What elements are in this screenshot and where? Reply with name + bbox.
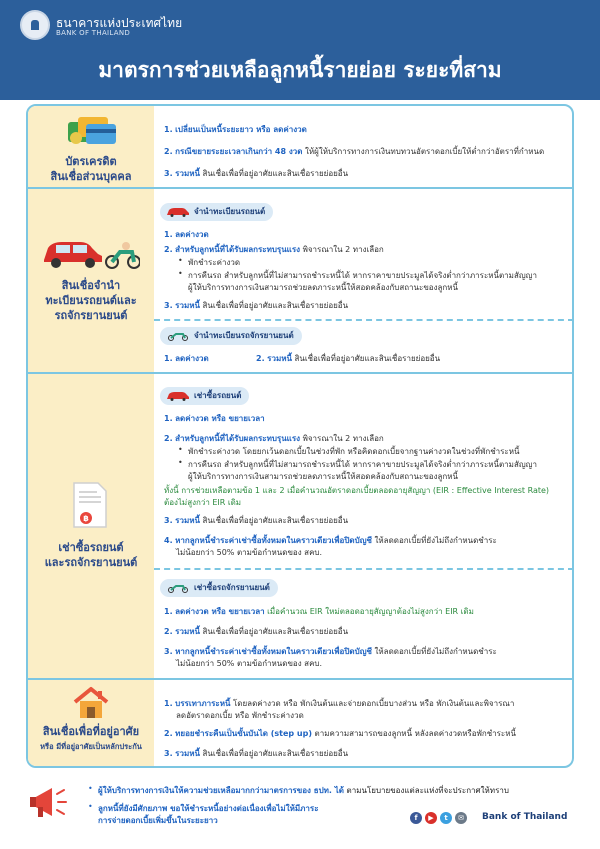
item-lead: สำหรับลูกหนี้ที่ได้รับผลกระทบรุนแรง <box>175 245 301 254</box>
bank-name-en: BANK OF THAILAND <box>56 29 131 37</box>
item-number: 3. <box>164 516 173 525</box>
category-label <box>28 154 154 184</box>
eir-note: ทั้งนี้ การช่วยเหลือตามข้อ 1 และ 2 เมื่อคำนวณอัตราดอกเบี้ยตลอดอายุสัญญา (EIR : Effective Interest Rate) <box>164 486 550 495</box>
list-item <box>164 626 348 637</box>
brand-name: Bank of Thailand <box>482 812 568 822</box>
bullet-text: ผู้ให้บริการทางการเงินสามารถช่วยลดภาระหนี้ให้สอดคล้องกับสถานะของลูกหนี้ <box>188 283 458 292</box>
footer-note-2-cont: การจ่ายดอกเบี้ยเพิ่มขึ้นในระยะยาว <box>98 816 218 825</box>
item-text: สินเชื่อเพื่อที่อยู่อาศัยและสินเชื่อรายย่อยอื่น <box>199 516 349 525</box>
category-label <box>28 724 154 754</box>
item-number: 1. <box>164 699 173 708</box>
list-item <box>256 353 440 364</box>
footer-note-2: ลูกหนี้ที่ยังมีศักยภาพ ขอให้ชำระหนี้อย่างต่อเนื่องเพื่อไม่ให้มีภาระ <box>98 804 319 813</box>
category-line: เช่าซื้อรถยนต์ <box>58 541 124 554</box>
list-item <box>164 698 514 709</box>
category-line: สินเชื่อเพื่อที่อยู่อาศัย <box>42 725 140 738</box>
item-lead: ลดค่างวด หรือ ขยายเวลา <box>175 607 265 616</box>
note-text: ตามนโยบายของแต่ละแห่งที่จะประกาศให้ทราบ <box>343 786 509 795</box>
category-line: สินเชื่อจำนำ <box>61 279 121 292</box>
eir-note: ต้องไม่สูงกว่า EIR เดิม <box>164 498 242 507</box>
tag-car-hire-purchase <box>160 387 249 405</box>
item-lead: รวมหนี้ <box>175 301 200 310</box>
list-item <box>164 300 348 311</box>
category-line: และรถจักรยานยนต์ <box>44 556 138 569</box>
credit-cards-icon <box>66 114 118 148</box>
item-text: พิจารณาใน 2 ทางเลือก <box>300 245 384 254</box>
item-lead: ลดค่างวด <box>175 354 209 363</box>
item-text: สินเชื่อเพื่อที่อยู่อาศัยและสินเชื่อรายย่อยอื่น <box>291 354 441 363</box>
item-text: สินเชื่อเพื่อที่อยู่อาศัยและสินเชื่อรายย่อยอื่น <box>199 301 349 310</box>
item-lead: รวมหนี้ <box>175 627 200 636</box>
item-lead: บรรเทาภาระหนี้ <box>175 699 231 708</box>
bank-name-th: ธนาคารแห่งประเทศไทย <box>56 16 183 30</box>
list-item <box>164 606 474 617</box>
item-number: 3. <box>164 169 173 178</box>
item-number: 1. <box>164 354 173 363</box>
section-divider <box>154 319 574 321</box>
bullet-dot: • <box>178 269 183 278</box>
list-item <box>164 728 516 739</box>
bullet-dot: • <box>178 445 183 454</box>
item-lead: รวมหนี้ <box>267 354 292 363</box>
item-lead: กรณีขยายระยะเวลาเกินกว่า 48 งวด <box>175 147 303 156</box>
category-label <box>28 278 154 323</box>
list-item <box>164 748 348 759</box>
car-icon <box>166 391 190 401</box>
bullet-dot: • <box>178 458 183 467</box>
item-text: ไม่น้อยกว่า 50% ตามข้อกำหนดของ สคบ. <box>176 659 323 668</box>
item-lead: ทยอยชำระคืนเป็นขั้นบันได (step up) <box>175 729 312 738</box>
item-text: สินเชื่อเพื่อที่อยู่อาศัยและสินเชื่อรายย่อยอื่น <box>199 627 349 636</box>
footer-note-1 <box>98 785 509 796</box>
item-text: ให้ผู้ให้บริการทางการเงินทบทวนอัตราดอกเบี้ยให้ต่ำกว่าอัตราที่กำหนด <box>302 147 545 156</box>
tag-moto-hire-purchase <box>160 579 278 597</box>
section-divider <box>154 568 574 570</box>
category-subline: หรือ มีที่อยู่อาศัยเป็นหลักประกัน <box>40 742 142 751</box>
tag-moto-title-loan <box>160 327 302 345</box>
category-line: บัตรเครดิต <box>65 155 117 168</box>
tag-label: จำนำทะเบียนรถจักรยานยนต์ <box>194 331 294 340</box>
item-text: พิจารณาใน 2 ทางเลือก <box>300 434 384 443</box>
item-lead: รวมหนี้ <box>175 169 200 178</box>
svg-text:฿: ฿ <box>83 514 89 523</box>
house-icon <box>72 686 110 720</box>
item-number: 4. <box>164 536 173 545</box>
item-text: โดยลดค่างวด หรือ พักเงินต้นและจ่ายดอกเบี้ยบางส่วน หรือ พักเงินต้นและพิจารณา <box>230 699 515 708</box>
motorcycle-icon <box>166 331 190 341</box>
category-line: ทะเบียนรถยนต์และ <box>45 294 137 307</box>
item-lead: ลดค่างวด <box>175 230 209 239</box>
email-icon[interactable]: ✉ <box>455 812 467 824</box>
youtube-icon[interactable]: ▶ <box>425 812 437 824</box>
list-item <box>164 168 348 179</box>
motorcycle-icon <box>166 583 190 593</box>
item-text: เมื่อคำนวณ EIR ใหม่ตลอดอายุสัญญาต้องไม่สูงกว่า EIR เดิม <box>264 607 474 616</box>
note-lead: ผู้ให้บริการทางการเงินให้ความช่วยเหลือมากกว่ามาตรการของ ธปท. ได้ <box>98 786 344 795</box>
list-item <box>164 124 307 135</box>
item-number: 2. <box>164 729 173 738</box>
item-text: ไม่น้อยกว่า 50% ตามข้อกำหนดของ สคบ. <box>176 548 323 557</box>
item-lead: สำหรับลูกหนี้ที่ได้รับผลกระทบรุนแรง <box>175 434 301 443</box>
document-baht-icon <box>72 481 108 529</box>
bank-logo-icon <box>20 10 50 40</box>
car-motorcycle-icon <box>40 234 140 270</box>
bullet-text: การคืนรถ สำหรับลูกหนี้ที่ไม่สามารถชำระหนี้ได้ หากราคาขายประมูลได้จริงต่ำกว่าภาระหนี้ตามสัญญา <box>188 271 537 280</box>
page-title: มาตรการช่วยเหลือลูกหนี้รายย่อย ระยะที่สาม <box>98 58 502 82</box>
item-number: 2. <box>164 245 173 254</box>
car-icon <box>166 207 190 217</box>
item-number: 2. <box>164 434 173 443</box>
tag-label: เช่าซื้อรถยนต์ <box>194 391 242 400</box>
category-label <box>28 540 154 570</box>
item-number: 2. <box>164 147 173 156</box>
list-item <box>164 353 209 364</box>
tag-label: เช่าซื้อรถจักรยานยนต์ <box>194 583 270 592</box>
megaphone-icon <box>28 782 68 824</box>
item-number: 1. <box>164 125 173 134</box>
item-text: ให้ลดดอกเบี้ยที่ยังไม่ถึงกำหนดชำระ <box>371 536 497 545</box>
twitter-icon[interactable]: t <box>440 812 452 824</box>
category-line: สินเชื่อส่วนบุคคล <box>50 170 132 183</box>
item-text: ให้ลดดอกเบี้ยที่ยังไม่ถึงกำหนดชำระ <box>371 647 497 656</box>
item-text: สินเชื่อเพื่อที่อยู่อาศัยและสินเชื่อรายย่อยอื่น <box>199 749 349 758</box>
bullet-dot: • <box>88 802 93 811</box>
item-text: ลดอัตราดอกเบี้ย หรือ พักชำระค่างวด <box>176 711 304 720</box>
bullet-text: พักชำระค่างวด <box>188 258 241 267</box>
list-item <box>164 146 544 157</box>
item-number: 2. <box>164 627 173 636</box>
tag-car-title-loan <box>160 203 273 221</box>
list-item <box>164 646 497 657</box>
list-item <box>164 515 348 526</box>
bullet-dot: • <box>88 784 93 793</box>
facebook-icon[interactable]: f <box>410 812 422 824</box>
item-text: สินเชื่อเพื่อที่อยู่อาศัยและสินเชื่อรายย่อยอื่น <box>199 169 349 178</box>
bullet-text: พักชำระค่างวด โดยยกเว้นดอกเบี้ยในช่วงที่พัก หรือคิดดอกเบี้ยจากฐานค่างวดในช่วงที่พักชำระหนี้ <box>188 447 520 456</box>
item-lead: หากลูกหนี้ชำระค่าเช่าซื้อทั้งหมดในคราวเดียวเพื่อปิดบัญชี <box>175 536 372 545</box>
header-banner <box>0 0 600 100</box>
list-item <box>164 244 384 255</box>
item-lead: เปลี่ยนเป็นหนี้ระยะยาว หรือ ลดค่างวด <box>175 125 307 134</box>
item-number: 1. <box>164 607 173 616</box>
list-item <box>164 535 497 546</box>
item-lead: รวมหนี้ <box>175 749 200 758</box>
item-text: ตามความสามารถของลูกหนี้ หลังลดค่างวดหรือพักชำระหนี้ <box>311 729 516 738</box>
item-number: 2. <box>256 354 265 363</box>
item-number: 1. <box>164 414 173 423</box>
bullet-text: ผู้ให้บริการทางการเงินสามารถช่วยลดภาระหนี้ให้สอดคล้องกับสถานะของลูกหนี้ <box>188 472 458 481</box>
list-item <box>164 229 209 240</box>
tag-label: จำนำทะเบียนรถยนต์ <box>194 207 266 216</box>
item-number: 3. <box>164 301 173 310</box>
bullet-dot: • <box>178 256 183 265</box>
list-item <box>164 433 384 444</box>
item-number: 3. <box>164 749 173 758</box>
list-item <box>164 413 265 424</box>
item-number: 3. <box>164 647 173 656</box>
item-number: 1. <box>164 230 173 239</box>
measures-panel <box>26 104 574 768</box>
item-lead: รวมหนี้ <box>175 516 200 525</box>
item-lead: ลดค่างวด หรือ ขยายเวลา <box>175 414 265 423</box>
category-line: รถจักรยานยนต์ <box>54 309 128 322</box>
item-lead: หากลูกหนี้ชำระค่าเช่าซื้อทั้งหมดในคราวเดียวเพื่อปิดบัญชี <box>175 647 372 656</box>
bullet-text: การคืนรถ สำหรับลูกหนี้ที่ไม่สามารถชำระหนี้ได้ หากราคาขายประมูลได้จริงต่ำกว่าภาระหนี้ตามสัญญา <box>188 460 537 469</box>
